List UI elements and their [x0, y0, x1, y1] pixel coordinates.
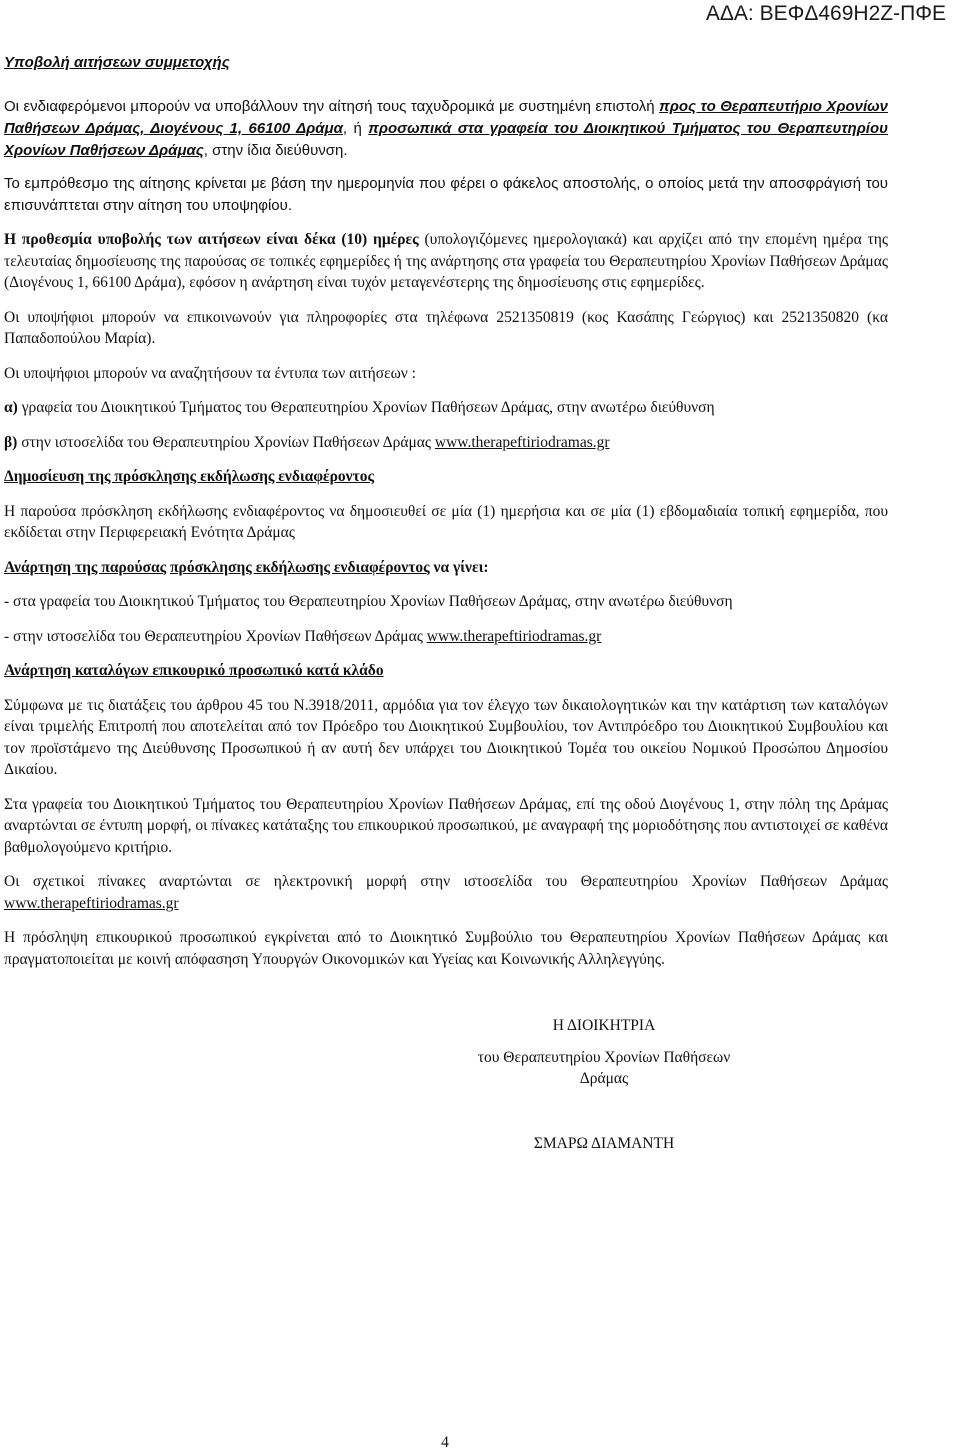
- signature-org-line2: Δράμας: [579, 1070, 629, 1087]
- posting-website-text: - στην ιστοσελίδα του Θεραπευτηρίου Χρονίων Παθήσεων Δράμας: [4, 627, 427, 645]
- submission-paragraph: [4, 96, 888, 162]
- website-link[interactable]: www.therapeftiriodramas.gr: [434, 433, 610, 451]
- document-body: [4, 52, 888, 1154]
- lists-paragraph-electronic: [4, 871, 888, 914]
- forms-intro: Οι υποψήφιοι μπορούν να αναζητήσουν τα έντυπα των αιτήσεων :: [4, 364, 416, 382]
- website-link[interactable]: www.therapeftiriodramas.gr: [426, 627, 602, 645]
- option-alpha-text: γραφεία του Διοικητικού Τμήματος του Θεραπευτηρίου Χρονίων Παθήσεων Δράμας, στην ανωτέρω διεύθυνση: [17, 399, 715, 416]
- option-beta-text: στην ιστοσελίδα του Θεραπευτηρίου Χρονίων Παθήσεων Δράμας: [17, 433, 435, 451]
- submission-text-a: Οι ενδιαφερόμενοι μπορούν να υποβάλλουν την αίτησή τους ταχυδρομικά με συστημένη επιστολή: [4, 98, 660, 115]
- heading-posting: [4, 557, 888, 579]
- posting-item-website: [4, 626, 888, 648]
- lists-electronic-text: Οι σχετικοί πίνακες αναρτώνται σε ηλεκτρονική μορφή στην ιστοσελίδα του Θεραπευτηρίου Χρονίων Παθήσεων Δράμας: [4, 873, 888, 890]
- page-number: 4: [441, 1434, 449, 1451]
- contact-paragraph: Οι υποψήφιοι μπορούν να επικοινωνούν για πληροφορίες στα τηλέφωνα 2521350819 (κος Κασάπης Γεώργιος) και 2521350820 (κα Παπαδοπούλου Μαρία).: [4, 308, 888, 347]
- option-beta-label: β): [4, 433, 18, 451]
- signature-title: Η ΔΙΟΙΚΗΤΡΙΑ: [552, 1017, 656, 1034]
- signature-org-line1: του Θεραπευτηρίου Χρονίων Παθήσεων: [477, 1048, 731, 1066]
- deadline-rest-text: (υπολογιζόμενες ημερολογιακά) και αρχίζει από την επομένη ημέρα της τελευταίας δημοσίευσης της παρούσας σε τοπικές εφημερίδες ή της ανάρτησης στα γραφεία του Θεραπευτηρίου Χρονίων Παθήσεων Δράμας (Διογένους 1, 66100 Δράμα), εφόσον η ανάρτηση είναι τυχόν μεταγενέστερης της δημοσίευσης στις εφημερίδες.: [4, 231, 889, 291]
- heading-posting-part3: να γίνει:: [429, 558, 489, 576]
- heading-publication: Δημοσίευση της πρόσκλησης εκδήλωσης ενδιαφέροντος: [4, 468, 375, 485]
- lists-paragraph-approval: Η πρόσληψη επικουρικού προσωπικού εγκρίνεται από το Διοικητικό Συμβούλιο του Θεραπευτηρίου Χρονίων Παθήσεων Δράμας και πραγματοποιείται με κοινή απόφασηση Υπουργών Οικονομικών και Υγείας και Κοινωνικής Αλληλεγγύης.: [4, 929, 888, 968]
- submission-text-e: , στην ίδια διεύθυνση.: [203, 142, 348, 159]
- heading-posting-part2: πρόσκλησης εκδήλωσης ενδιαφέροντος: [170, 558, 430, 576]
- lists-paragraph-committee: Σύμφωνα με τις διατάξεις του άρθρου 45 του Ν.3918/2011, αρμόδια για τον έλεγχο των δικαιολογητικών και την κατάρτιση των καταλόγων είναι τριμελής Επιτροπή που αποτελείται από τον Πρόεδρο του Διοικητικού Συμβουλίου, τον Αντιπρόεδρο του Διοικητικού Συμβουλίου και τον προϊστάμενο της Διεύθυνσης Προσωπικού ή αν αυτή δεν υπάρχει του Διοικητικού Τομέα του οικείου Νομικού Προσώπου Δημοσίου Δικαίου.: [4, 696, 888, 778]
- signature-name: ΣΜΑΡΩ ΔΙΑΜΑΝΤΗ: [533, 1134, 675, 1152]
- option-alpha-label: α): [4, 399, 18, 416]
- signature-block: [384, 1015, 824, 1154]
- lists-paragraph-offices: Στα γραφεία του Διοικητικού Τμήματος του Θεραπευτηρίου Χρονίων Παθήσεων Δράμας, επί της οδού Διογένους 1, στην πόλη της Δράμας αναρτώνται σε έντυπη μορφή, οι πίνακες κατάταξης του επικουρικού προσωπικού, με αναγραφή της μοριοδότησης που αντιστοιχεί σε καθένα βαθμολογούμενο κριτήριο.: [4, 795, 888, 856]
- section-heading-submission: Υποβολή αιτήσεων συμμετοχής: [4, 54, 230, 71]
- heading-posting-part1: Ανάρτηση της παρούσας: [4, 558, 167, 576]
- deadline-bold-text: Η προθεσμία υποβολής των αιτήσεων είναι δέκα (10) ημέρες: [4, 231, 419, 248]
- submission-text-c: , ή: [342, 120, 369, 137]
- ada-code: ΑΔΑ: ΒΕΦΔ469Η2Ζ-ΠΦΕ: [705, 2, 946, 25]
- website-link[interactable]: www.therapeftiriodramas.gr: [4, 894, 179, 912]
- submission-address-personal: προσωπικά στα γραφεία του Διοικητικού Τμήματος του Θεραπευτηρίου Χρονίων Παθήσεων Δράμας: [4, 120, 888, 159]
- publication-paragraph: Η παρούσα πρόσκληση εκδήλωσης ενδιαφέροντος να δημοσιευθεί σε μία (1) ημερήσια και σε μία (1) εβδομαδιαία τοπική εφημερίδα, που εκδίδεται στην Περιφερειακή Ενότητα Δράμας: [4, 502, 888, 541]
- forms-option-alpha: [4, 397, 888, 419]
- heading-lists: Ανάρτηση καταλόγων επικουρικό προσωπικό κατά κλάδο: [4, 662, 384, 679]
- submission-address-postal: προς το Θεραπευτήριο Χρονίων Παθήσεων Δράμας, Διογένους 1, 66100 Δράμα: [4, 98, 888, 137]
- deadline-paragraph: [4, 229, 888, 294]
- posting-item-offices: - στα γραφεία του Διοικητικού Τμήματος του Θεραπευτηρίου Χρονίων Παθήσεων Δράμας, στην ανωτέρω διεύθυνση: [4, 593, 733, 610]
- timeliness-paragraph: Το εμπρόθεσμο της αίτησης κρίνεται με βάση την ημερομηνία που φέρει ο φάκελος αποστολής, ο οποίος μετά την αποσφράγισή του επισυνάπτεται στην αίτηση του υποψηφίου.: [4, 175, 888, 214]
- forms-option-beta: [4, 432, 888, 454]
